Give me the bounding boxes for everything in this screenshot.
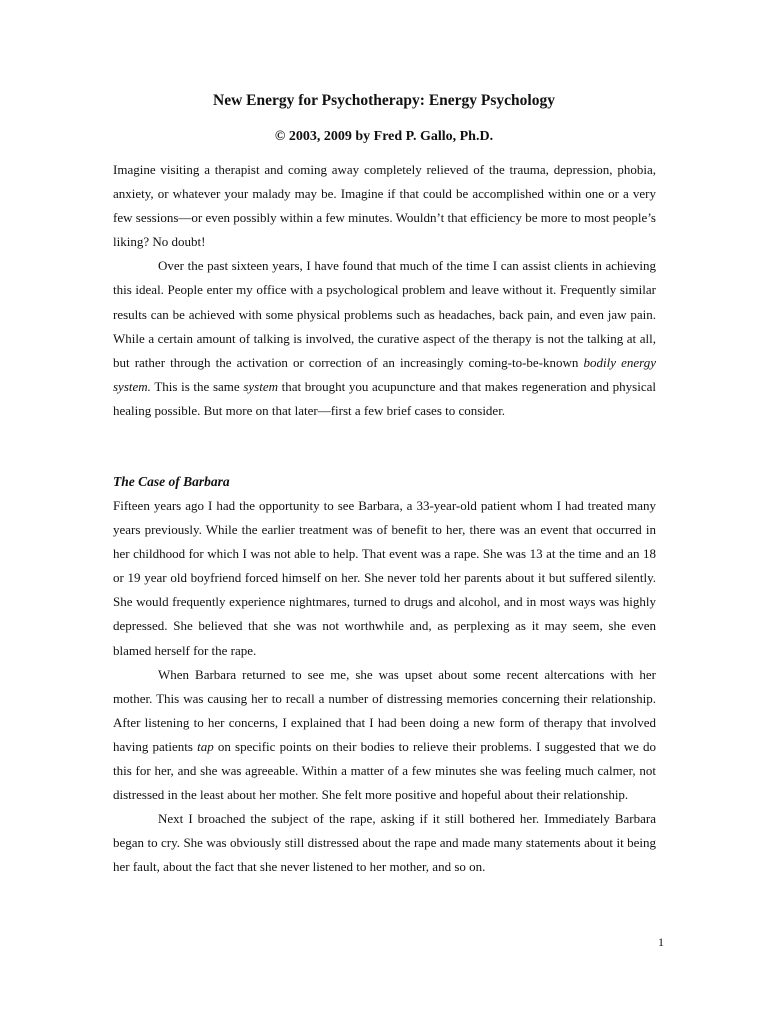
intro-p2-emphasis-1: bodily energy system. — [113, 354, 656, 394]
intro-section — [113, 158, 656, 423]
intro-p2-text-b: This is the same — [150, 378, 244, 394]
document-title: New Energy for Psychotherapy: Energy Psychology — [213, 92, 555, 109]
case-p2-emphasis: tap — [197, 738, 214, 754]
case-p2-text-a: When Barbara returned to see me, she was upset about some recent altercations with her mother. This was causing her to recall a number of distressing memories concerning their relationship. After listening to her concerns, I explained that I had been doing a new form of therapy that involved having patients — [113, 666, 656, 754]
copyright-line: © 2003, 2009 by Fred P. Gallo, Ph.D. — [274, 129, 494, 144]
case-paragraph-3: Next I broached the subject of the rape, asking if it still bothered her. Immediately Barbara began to cry. She was obviously still distressed about the rape and made many statements about it being her fault, about the fact that she never listened to her mother, and so on. — [113, 811, 656, 875]
case-p2-text-b: on specific points on their bodies to relieve their problems. I suggested that we do this for her, and she was agreeable. Within a matter of a few minutes she was feeling much calmer, not distressed in the least about her mother. She felt more positive and hopeful about their relationship. — [113, 738, 656, 803]
intro-paragraph-1: Imagine visiting a therapist and coming away completely relieved of the trauma, depression, phobia, anxiety, or whatever your malady may be. Imagine if that could be accomplished within one or a very few sessions—or even possibly within a few minutes. Wouldn’t that efficiency be more to most people’s liking? No doubt! — [113, 162, 656, 250]
page-number: 1 — [658, 935, 664, 949]
case-paragraph-2 — [113, 663, 656, 808]
intro-p2-text-c: that brought you acupuncture and that makes regeneration and physical healing possible. But more on that later—first a few brief cases to consider. — [113, 378, 656, 418]
case-paragraph-1: Fifteen years ago I had the opportunity to see Barbara, a 33-year-old patient whom I had treated many years previously. While the earlier treatment was of benefit to her, there was an event that occurred in her childhood for which I was not able to help. That event was a rape. She was 13 at the time and an 18 or 19 year old boyfriend forced himself on her. She never told her parents about it but suffered silently. She would frequently experience nightmares, turned to drugs and alcohol, and in most ways was highly depressed. She believed that she was not worthwhile and, as perplexing as it may seem, she even blamed herself for the rape. — [113, 498, 656, 658]
intro-p2-emphasis-2: system — [243, 378, 278, 394]
intro-paragraph-2 — [113, 254, 656, 423]
section-heading: The Case of Barbara — [113, 474, 230, 489]
intro-p2-text-a: Over the past sixteen years, I have found that much of the time I can assist clients in achieving this ideal. People enter my office with a psychological problem and leave without it. Frequently similar results can be achieved with some physical problems such as headaches, back pain, and even jaw pain. While a certain amount of talking is involved, the curative aspect of the therapy is not the talking at all, but rather through the activation or correction of an increasingly coming-to-be-known — [113, 258, 656, 370]
case-section — [113, 494, 656, 880]
